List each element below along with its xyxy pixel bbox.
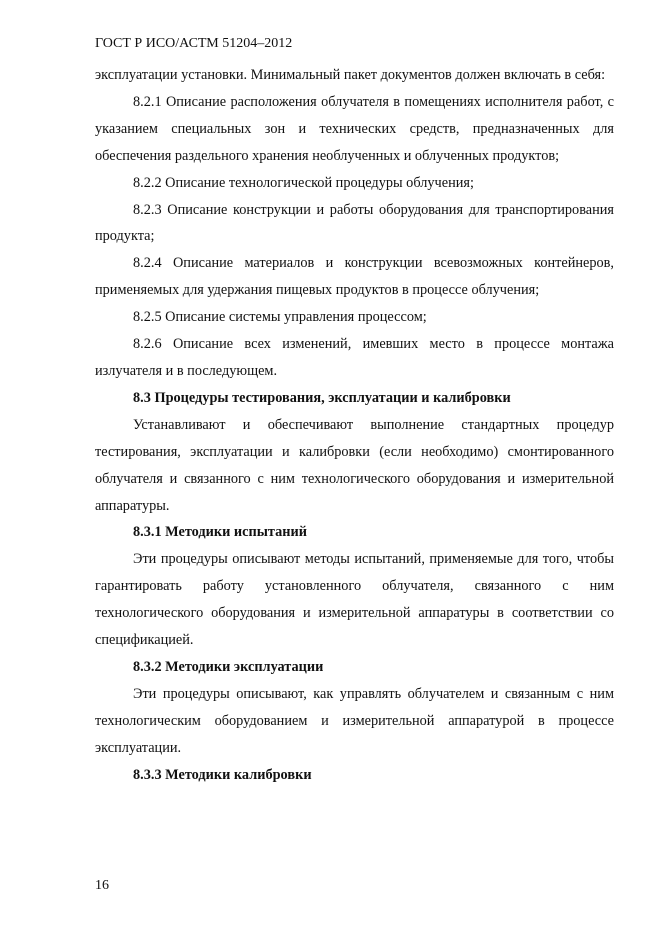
paragraph-8-2-2: 8.2.2 Описание технологической процедуры облучения; (133, 174, 474, 191)
paragraph-8-2-3: 8.2.3 Описание конструкции и работы оборудования для транспортирования продукта; (95, 201, 614, 245)
heading-8-3-2: 8.3.2 Методики эксплуатации (133, 658, 324, 675)
paragraph-intro: эксплуатации установки. Минимальный пакет документов должен включать в себя: (95, 67, 606, 83)
heading-8-3-3: 8.3.3 Методики калибровки (133, 766, 312, 783)
paragraph-8-2-6: 8.2.6 Описание всех изменений, имевших место в процессе монтажа излучателя и в последующем. (95, 336, 614, 379)
paragraph-8-2-5: 8.2.5 Описание системы управления процессом; (133, 309, 427, 326)
paragraph-8-3: Устанавливают и обеспечивают выполнение стандартных процедур тестирования, эксплуатации и калибровки (если необходимо) смонтированного облучателя и связанного с ним технологического оборудования и измерительной аппаратуры. (95, 416, 614, 514)
paragraph-8-2-4: 8.2.4 Описание материалов и конструкции всевозможных контейнеров, применяемых для удержания пищевых продуктов в процессе облучения; (95, 255, 614, 299)
document-header: ГОСТ Р ИСО/АСТМ 51204–2012 (95, 36, 293, 51)
paragraph-8-3-1: Эти процедуры описывают методы испытаний, применяемые для того, чтобы гарантировать работу установленного облучателя, связанного с ним технологического оборудования и измерительной аппаратуры в соответствии со спецификацией. (95, 551, 614, 649)
heading-8-3: 8.3 Процедуры тестирования, эксплуатации и калибровки (133, 389, 511, 406)
paragraph-8-3-2: Эти процедуры описывают, как управлять облучателем и связанным с ним технологическим оборудованием и измерительной аппаратурой в процессе эксплуатации. (95, 685, 614, 756)
heading-8-3-1: 8.3.1 Методики испытаний (133, 524, 307, 541)
document-body (95, 62, 614, 788)
paragraph-8-2-1: 8.2.1 Описание расположения облучателя в помещениях исполнителя работ, с указанием специальных зон и технических средств, предназначенных для обеспечения раздельного хранения необлученных и облученных продуктов; (95, 93, 614, 164)
page-number: 16 (95, 878, 109, 893)
